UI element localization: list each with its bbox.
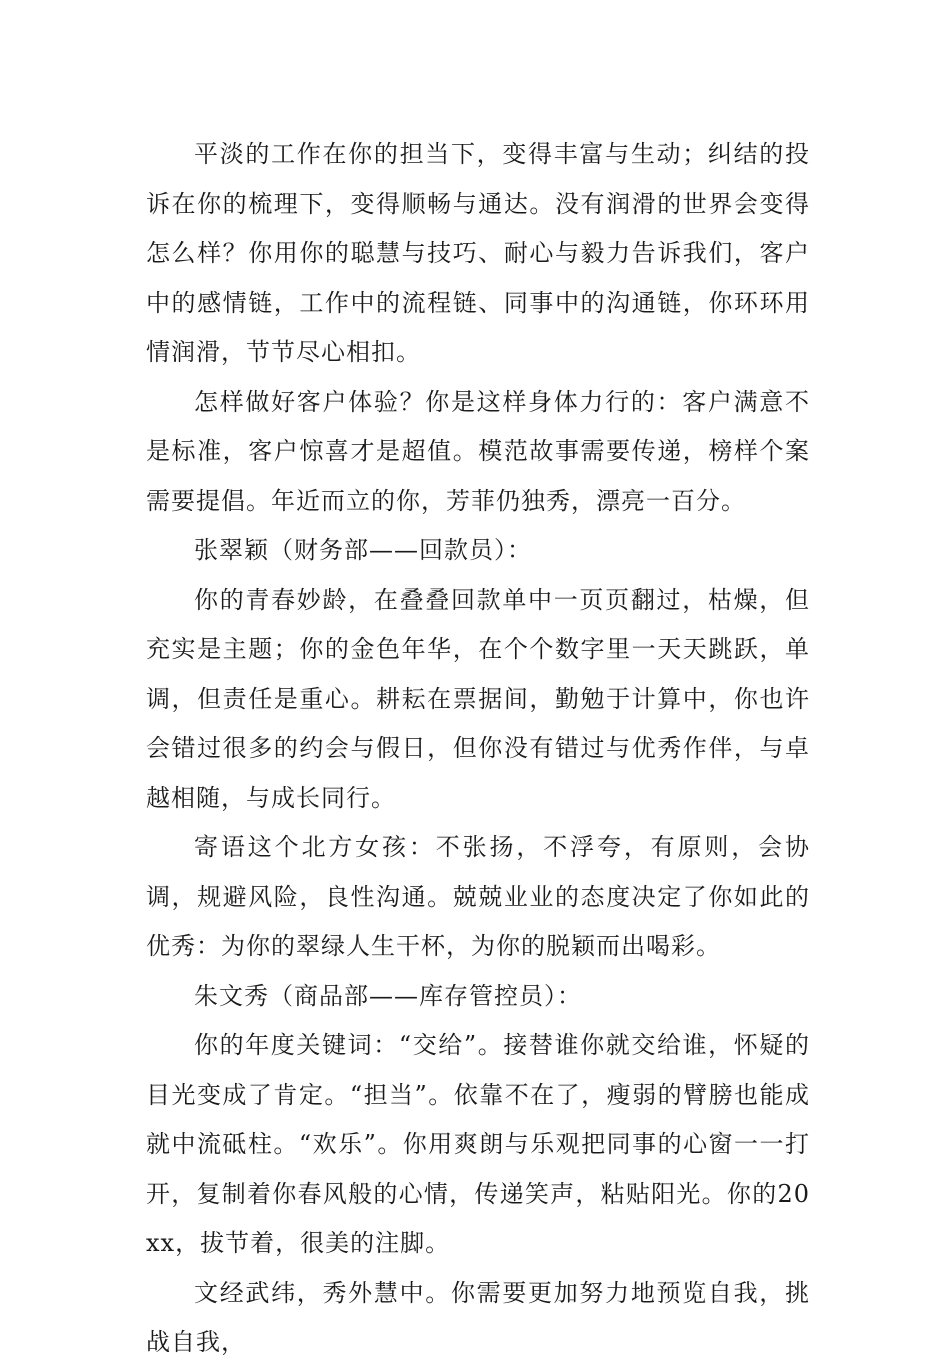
paragraph-4: 寄语这个北方女孩：不张扬，不浮夸，有原则，会协调，规避风险，良性沟通。兢兢业业的态度决定了你如此的优秀：为你的翠绿人生干杯，为你的脱颖而出喝彩。 <box>146 833 810 960</box>
paragraph-3: 你的青春妙龄，在叠叠回款单中一页页翻过，枯燥，但充实是主题；你的金色年华，在个个数字里一天天跳跃，单调，但责任是重心。耕耘在票据间，勤勉于计算中，你也许会错过很多的约会与假日，但你没有错过与优秀作伴，与卓越相随，与成长同行。 <box>146 585 810 812</box>
paragraph-5: 你的年度关键词：“交给”。接替谁你就交给谁，怀疑的目光变成了肯定。“担当”。依靠不在了，瘦弱的臂膀也能成就中流砥柱。“欢乐”。你用爽朗与乐观把同事的心窗一一打开，复制着你春风般的心情，传递笑声，粘贴阳光。你的20xx，拔节着，很美的注脚。 <box>146 1031 810 1257</box>
document-body <box>146 130 810 1368</box>
paragraph-1: 平淡的工作在你的担当下，变得丰富与生动；纠结的投诉在你的梳理下，变得顺畅与通达。没有润滑的世界会变得怎么样？你用你的聪慧与技巧、耐心与毅力告诉我们，客户中的感情链，工作中的流程链、同事中的沟通链，你环环用情润滑，节节尽心相扣。 <box>146 140 810 366</box>
section-heading-zhang-cuiying: 张翠颖（财务部——回款员）： <box>194 536 532 564</box>
paragraph-6: 文经武纬，秀外慧中。你需要更加努力地预览自我，挑战自我， <box>146 1278 810 1356</box>
paragraph-2: 怎样做好客户体验？你是这样身体力行的：客户满意不是标准，客户惊喜才是超值。模范故事需要传递，榜样个案需要提倡。年近而立的你，芳菲仍独秀，漂亮一百分。 <box>146 387 810 515</box>
section-heading-zhu-wenxiu: 朱文秀（商品部——库存管控员）： <box>194 981 582 1010</box>
